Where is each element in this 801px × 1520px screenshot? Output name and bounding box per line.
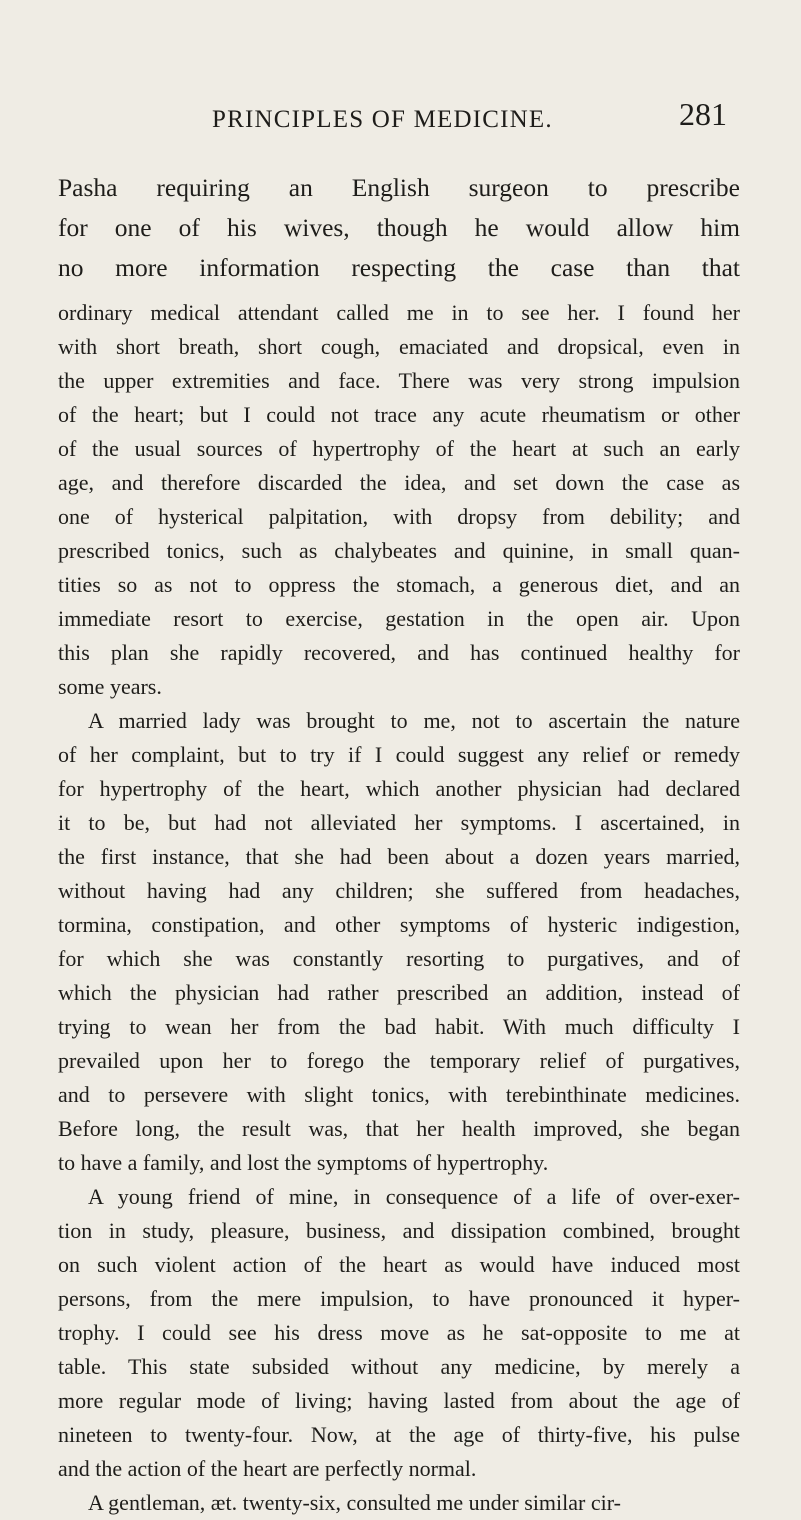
intro-line: for one of his wives, though he would allow him (58, 213, 740, 242)
text-line: ordinary medical attendant called me in to see her. I found her (58, 300, 740, 325)
page-header (58, 96, 743, 140)
text-line: for which she was constantly resorting to purgatives, and of (58, 946, 740, 971)
text-line: A gentleman, æt. twenty-six, consulted me under similar cir- (88, 1490, 621, 1515)
text-line: with short breath, short cough, emaciated and dropsical, even in (58, 334, 740, 359)
text-line: A young friend of mine, in consequence of a life of over-exer- (88, 1184, 740, 1209)
text-line: age, and therefore discarded the idea, and set down the case as (58, 470, 740, 495)
paragraph (58, 1486, 740, 1520)
text-line: tities so as not to oppress the stomach, a generous diet, and an (58, 572, 740, 597)
text-line: to have a family, and lost the symptoms of hypertrophy. (58, 1150, 549, 1175)
text-line: which the physician had rather prescribed an addition, instead of (58, 980, 740, 1005)
text-line: without having had any children; she suffered from headaches, (58, 878, 740, 903)
text-line: this plan she rapidly recovered, and has continued healthy for (58, 640, 740, 665)
text-line: persons, from the mere impulsion, to have pronounced it hyper- (58, 1286, 740, 1311)
text-line: prescribed tonics, such as chalybeates and quinine, in small quan- (58, 538, 740, 563)
intro-line: no more information respecting the case than that (58, 253, 740, 282)
running-title: PRINCIPLES OF MEDICINE. (212, 106, 553, 133)
text-line: and the action of the heart are perfectly normal. (58, 1456, 477, 1481)
text-line: tormina, constipation, and other symptoms of hysteric indigestion, (58, 912, 740, 937)
text-line: of the usual sources of hypertrophy of the heart at such an early (58, 436, 740, 461)
text-line: the upper extremities and face. There was very strong impulsion (58, 368, 740, 393)
intro-paragraph (58, 168, 740, 288)
text-line: of her complaint, but to try if I could suggest any relief or remedy (58, 742, 740, 767)
page-number: 281 (679, 96, 727, 132)
text-line: immediate resort to exercise, gestation in the open air. Upon (58, 606, 740, 631)
paragraph (58, 704, 740, 1180)
text-line: A married lady was brought to me, not to ascertain the nature (88, 708, 740, 733)
text-line: and to persevere with slight tonics, with terebinthinate medicines. (58, 1082, 740, 1107)
text-line: the first instance, that she had been about a dozen years married, (58, 844, 740, 869)
text-line: trophy. I could see his dress move as he sat-opposite to me at (58, 1320, 740, 1345)
text-line: more regular mode of living; having lasted from about the age of (58, 1388, 740, 1413)
intro-line: Pasha requiring an English surgeon to prescribe (58, 173, 740, 202)
paragraph (58, 1180, 740, 1486)
text-line: for hypertrophy of the heart, which another physician had declared (58, 776, 740, 801)
paragraph (58, 296, 740, 704)
text-line: Before long, the result was, that her health improved, she began (58, 1116, 740, 1141)
text-line: some years. (58, 674, 162, 699)
text-line: one of hysterical palpitation, with dropsy from debility; and (58, 504, 740, 529)
text-line: table. This state subsided without any medicine, by merely a (58, 1354, 740, 1379)
text-line: nineteen to twenty-four. Now, at the age of thirty-five, his pulse (58, 1422, 740, 1447)
body-text (58, 168, 740, 1520)
text-line: tion in study, pleasure, business, and dissipation combined, brought (58, 1218, 740, 1243)
text-line: trying to wean her from the bad habit. With much difficulty I (58, 1014, 740, 1039)
text-line: on such violent action of the heart as would have induced most (58, 1252, 740, 1277)
text-line: prevailed upon her to forego the temporary relief of purgatives, (58, 1048, 740, 1073)
text-line: it to be, but had not alleviated her symptoms. I ascertained, in (58, 810, 740, 835)
text-line: of the heart; but I could not trace any acute rheumatism or other (58, 402, 740, 427)
